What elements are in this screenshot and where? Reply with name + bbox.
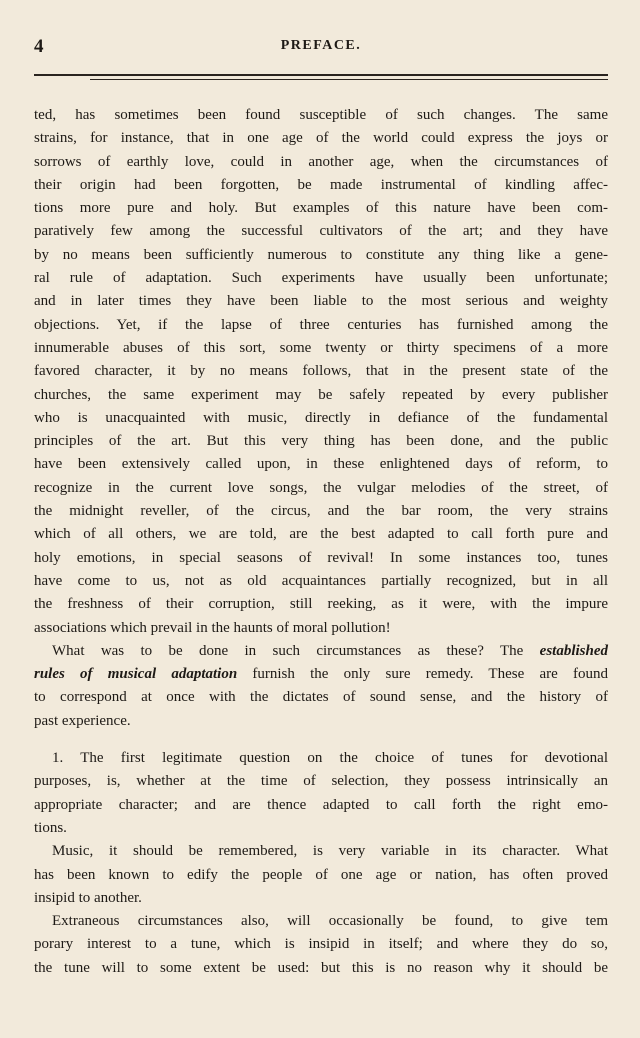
paragraph-3 [34,747,608,980]
page-header [34,36,608,58]
text-line: associations which prevail in the haunts of moral pollution! [34,619,391,636]
text-line: porary interest to a tune, which is insipid in itself; and where they do so, [34,936,608,953]
running-head: PREFACE. [280,38,362,53]
text-line: What was to be done in such circumstances as these? The established [52,642,608,659]
text-line: sorrows of earthly love, could in another age, when the circumstances of [34,153,608,170]
header-rule-thin [90,79,608,80]
text-line: past experience. [34,712,131,729]
text-line: the freshness of their corruption, still reeking, as it were, with the impure [34,596,608,613]
text-line: which of all others, we are told, are the best adapted to call forth pure and [34,526,608,543]
page-number: 4 [34,36,44,57]
header-rule [34,74,608,76]
text-line: insipid to another. [34,889,142,906]
text-line: principles of the art. But this very thing has been done, and the public [34,433,608,450]
text-line: paratively few among the successful cultivators of the art; and they have [34,223,608,240]
text-line: and in later times they have been liable to the most serious and weighty [34,293,608,310]
text-line: appropriate character; and are thence adapted to call forth the right emo- [34,796,608,813]
text-line: has been known to edify the people of one age or nation, has often proved [34,866,608,883]
text-line: churches, the same experiment may be safely repeated by every publisher [34,386,608,403]
emphasis-text: established [539,642,608,659]
text-line: strains, for instance, that in one age of the world could express the joys or [34,130,608,147]
text-line: tions. [34,819,67,836]
text-line: have been extensively called upon, in these enlightened days of reform, to [34,456,608,473]
text-line: purposes, is, whether at the time of selection, they possess intrinsically an [34,773,608,790]
text-line: innumerable abuses of this sort, some twenty or thirty specimens of a more [34,339,608,356]
text-line: 1. The first legitimate question on the choice of tunes for devotional [52,750,608,767]
text-line: by no means been sufficiently numerous to constitute any thing like a gene- [34,246,608,263]
text-line: who is unacquainted with music, directly in defiance of the fundamental [34,409,608,426]
text-line: favored character, it by no means follows, that in the present state of the [34,363,608,380]
text-line: holy emotions, in special seasons of revival! In some instances too, tunes [34,549,608,566]
text-line: objections. Yet, if the lapse of three centuries has furnished among the [34,316,608,333]
text-line: their origin had been forgotten, be made instrumental of kindling affec- [34,176,608,193]
text-line: ted, has sometimes been found susceptible of such changes. The same [34,107,608,123]
text-line: ral rule of adaptation. Such experiments have usually been unfortunate; [34,270,608,287]
text-line: have come to us, not as old acquaintances partially recognized, but in all [34,572,608,589]
text-line: tions more pure and holy. But examples of this nature have been com- [34,200,608,217]
paragraph-1 [34,104,608,640]
paragraph-gap [34,733,608,747]
text-line: recognize in the current love songs, the vulgar melodies of the street, of [34,479,608,496]
text-line: Extraneous circumstances also, will occasionally be found, to give tem [52,913,608,930]
text-line: rules of musical adaptation furnish the only sure remedy. These are found [34,666,608,683]
text-line: the midnight reveller, of the circus, and the bar room, the very strains [34,503,608,520]
text-line: Music, it should be remembered, is very variable in its character. What [52,843,608,860]
paragraph-2 [34,640,608,733]
body-text [34,104,608,980]
text-line: the tune will to some extent be used: but this is no reason why it should be [34,959,608,976]
emphasis-text: rules of musical adaptation [34,666,238,683]
text-line: to correspond at once with the dictates of sound sense, and the history of [34,689,608,706]
